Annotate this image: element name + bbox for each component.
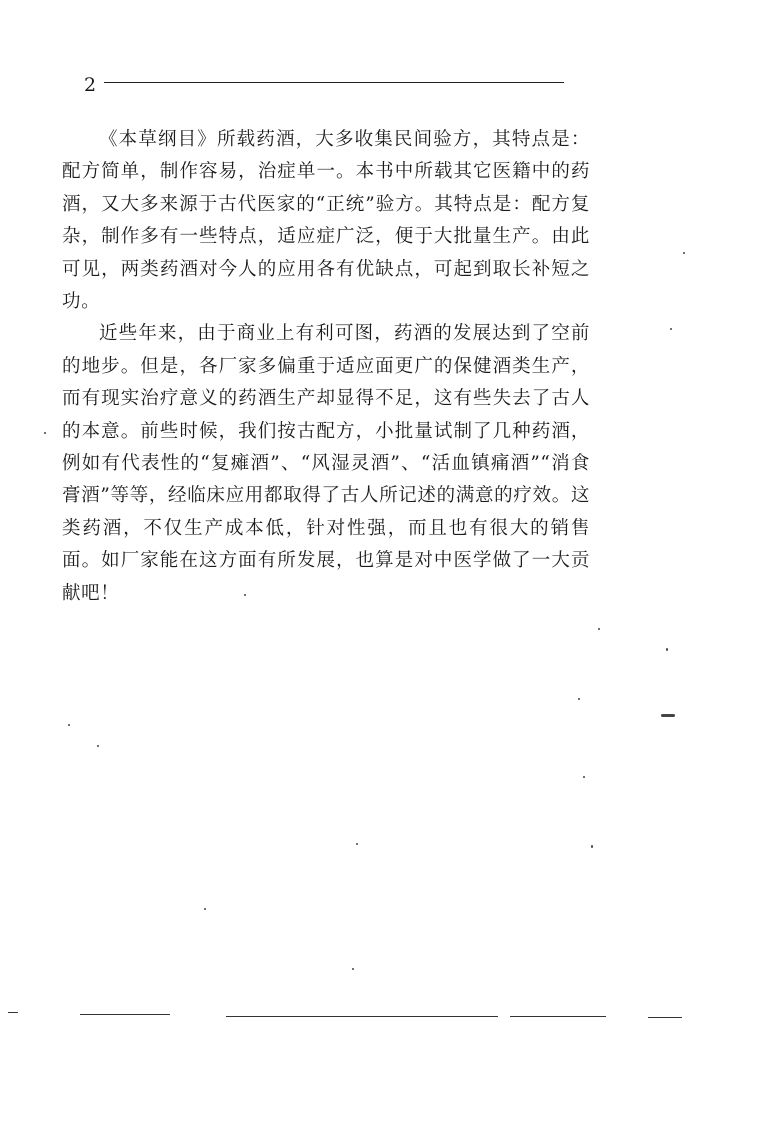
paragraph-1: 《本草纲目》所载药酒，大多收集民间验方，其特点是：配方简单，制作容易，治症单一。本书中所载其它医籍中的药酒，又大多来源于古代医家的“正统”验方。其特点是：配方复杂，制作多有一些特点，适应症广泛，便于大批量生产。由此可见，两类药酒对今人的应用各有优缺点，可起到取长补短之功。	[62, 129, 590, 313]
scan-speck	[204, 908, 206, 910]
scan-speck	[97, 745, 99, 747]
scan-speck	[356, 843, 358, 845]
footer-rule	[226, 1016, 498, 1017]
scan-speck	[683, 252, 685, 254]
scan-speck	[661, 714, 675, 717]
footer-rule	[8, 1012, 18, 1013]
scan-speck	[666, 648, 668, 651]
scan-speck	[68, 724, 70, 726]
footer-rule	[80, 1014, 170, 1015]
body-text	[62, 124, 590, 610]
header-rule	[104, 82, 564, 83]
footer-rule	[510, 1016, 606, 1017]
footer-rule	[648, 1017, 682, 1018]
page-number: 2	[84, 74, 97, 96]
scan-speck	[578, 698, 580, 700]
scan-speck	[244, 594, 246, 596]
scan-speck	[598, 628, 600, 630]
paragraph-2: 近些年来，由于商业上有利可图，药酒的发展达到了空前的地步。但是，各厂家多偏重于适应面更广的保健酒类生产，而有现实治疗意义的药酒生产却显得不足，这有些失去了古人的本意。前些时候，我们按古配方，小批量试制了几种药酒，例如有代表性的“复瘫酒”、“风湿灵酒”、“活血镇痛酒”“消食膏酒”等等，经临床应用都取得了古人所记述的满意的疗效。这类药酒，不仅生产成本低，针对性强，而且也有很大的销售面。如厂家能在这方面有所发展，也算是对中医学做了一大贡献吧！	[62, 323, 590, 604]
scan-speck	[670, 328, 672, 330]
scan-speck	[352, 968, 354, 970]
scan-speck	[583, 776, 585, 778]
scan-speck	[44, 432, 46, 434]
scan-speck	[591, 845, 593, 848]
